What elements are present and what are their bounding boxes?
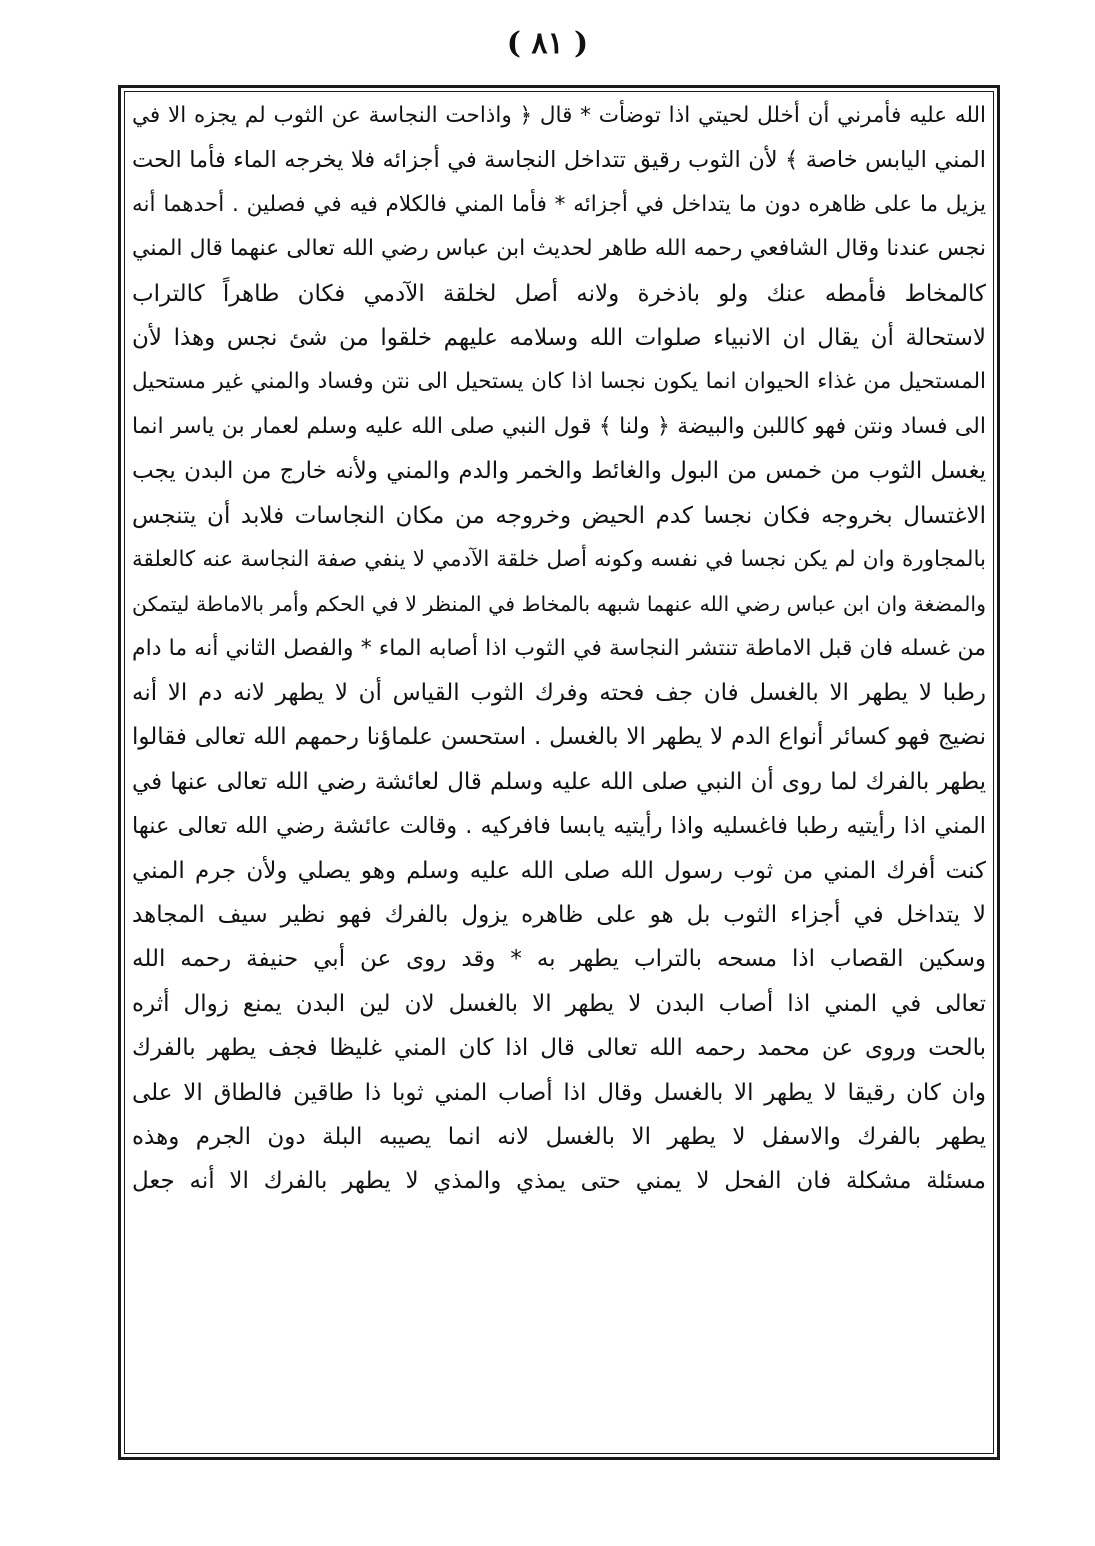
text-line: يطهر بالفرك لما روى أن النبي صلى الله عليه وسلم قال لعائشة رضي الله تعالى عنها في (132, 768, 986, 795)
text-line: الى فساد ونتن فهو كاللبن والبيضة ﴿ ولنا ﴾ قول النبي صلى الله عليه وسلم لعمار بن ياسر انما (132, 413, 986, 439)
text-line: وسكين القصاب اذا مسحه بالتراب يطهر به * وقد روى عن أبي حنيفة رحمه الله (132, 946, 986, 973)
text-line: نجس عندنا وقال الشافعي رحمه الله طاهر لحديث ابن عباس رضي الله تعالى عنهما قال المني (132, 236, 986, 262)
text-line: المني اليابس خاصة ﴾ لأن الثوب رقيق تتداخل النجاسة في أجزائه فلا يخرجه الماء فأما الحت (132, 147, 986, 174)
text-line: المستحيل من غذاء الحيوان انما يكون نجسا اذا كان يستحيل الى نتن وفساد والمني غير مستحيل (132, 369, 986, 395)
page-number: ( ٨١ ) (506, 26, 589, 61)
text-line: وان كان رقيقا لا يطهر الا بالغسل وقال اذا أصاب المني ثوبا ذا طاقين فالطاق الا على (132, 1079, 986, 1106)
text-line: الاغتسال بخروجه فكان نجسا كدم الحيض وخروجه من مكان النجاسات فلابد أن يتنجس (132, 502, 986, 529)
text-line: نضيج فهو كسائر أنواع الدم لا يطهر الا بالغسل . استحسن علماؤنا رحمهم الله تعالى فقالوا (132, 724, 986, 751)
text-line: والمضغة وان ابن عباس رضي الله عنهما شبهه بالمخاط في المنظر لا في الحكم وأمر بالاماطة ليتمكن (132, 592, 986, 617)
text-line: لا يتداخل في أجزاء الثوب بل هو على ظاهره يزول بالفرك فهو نظير سيف المجاهد (132, 902, 986, 929)
body-text (132, 94, 986, 1454)
text-line: مسئلة مشكلة فان الفحل لا يمني حتى يمذي والمذي لا يطهر بالفرك الا أنه جعل (132, 1168, 986, 1195)
text-line: يغسل الثوب من خمس من البول والغائط والخمر والدم والمني ولأنه خارج من البدن يجب (132, 458, 986, 485)
text-line: الله عليه فأمرني أن أخلل لحيتي اذا توضأت * قال ﴿ واذاحت النجاسة عن الثوب لم يجزه الا في (132, 103, 986, 128)
text-line: بالمجاورة وان لم يكن نجسا في نفسه وكونه أصل خلقة الآدمي لا ينفي صفة النجاسة عنه كالعلقة (132, 546, 986, 572)
text-line: رطبا لا يطهر الا بالغسل فان جف فحته وفرك الثوب القياس أن لا يطهر لانه دم الا أنه (132, 680, 986, 707)
text-line: بالحت وروى عن محمد رحمه الله تعالى قال اذا كان المني غليظا فجف يطهر بالفرك (132, 1035, 986, 1062)
text-line: تعالى في المني اذا أصاب البدن لا يطهر الا بالغسل لان لين البدن يمنع زوال أثره (132, 990, 986, 1017)
text-line: كنت أفرك المني من ثوب رسول الله صلى الله عليه وسلم وهو يصلي ولأن جرم المني (132, 857, 986, 884)
text-line: كالمخاط فأمطه عنك ولو باذخرة ولانه أصل لخلقة الآدمي فكان طاهراً كالتراب (132, 280, 986, 307)
text-line: من غسله فان قبل الاماطة تنتشر النجاسة في الثوب اذا أصابه الماء * والفصل الثاني أنه ما دام (132, 635, 986, 661)
text-line: المني اذا رأيتيه رطبا فاغسليه واذا رأيتيه يابسا فافركيه . وقالت عائشة رضي الله تعالى عنها (132, 813, 986, 840)
text-line: يزيل ما على ظاهره دون ما يتداخل في أجزائه * فأما المني فالكلام فيه في فصلين . أحدهما أنه (132, 191, 986, 217)
text-line: يطهر بالفرك والاسفل لا يطهر الا بالغسل لانه انما يصيبه البلة دون الجرم وهذه (132, 1123, 986, 1150)
text-line: لاستحالة أن يقال ان الانبياء صلوات الله وسلامه عليهم خلقوا من شئ نجس وهذا لأن (132, 324, 986, 351)
